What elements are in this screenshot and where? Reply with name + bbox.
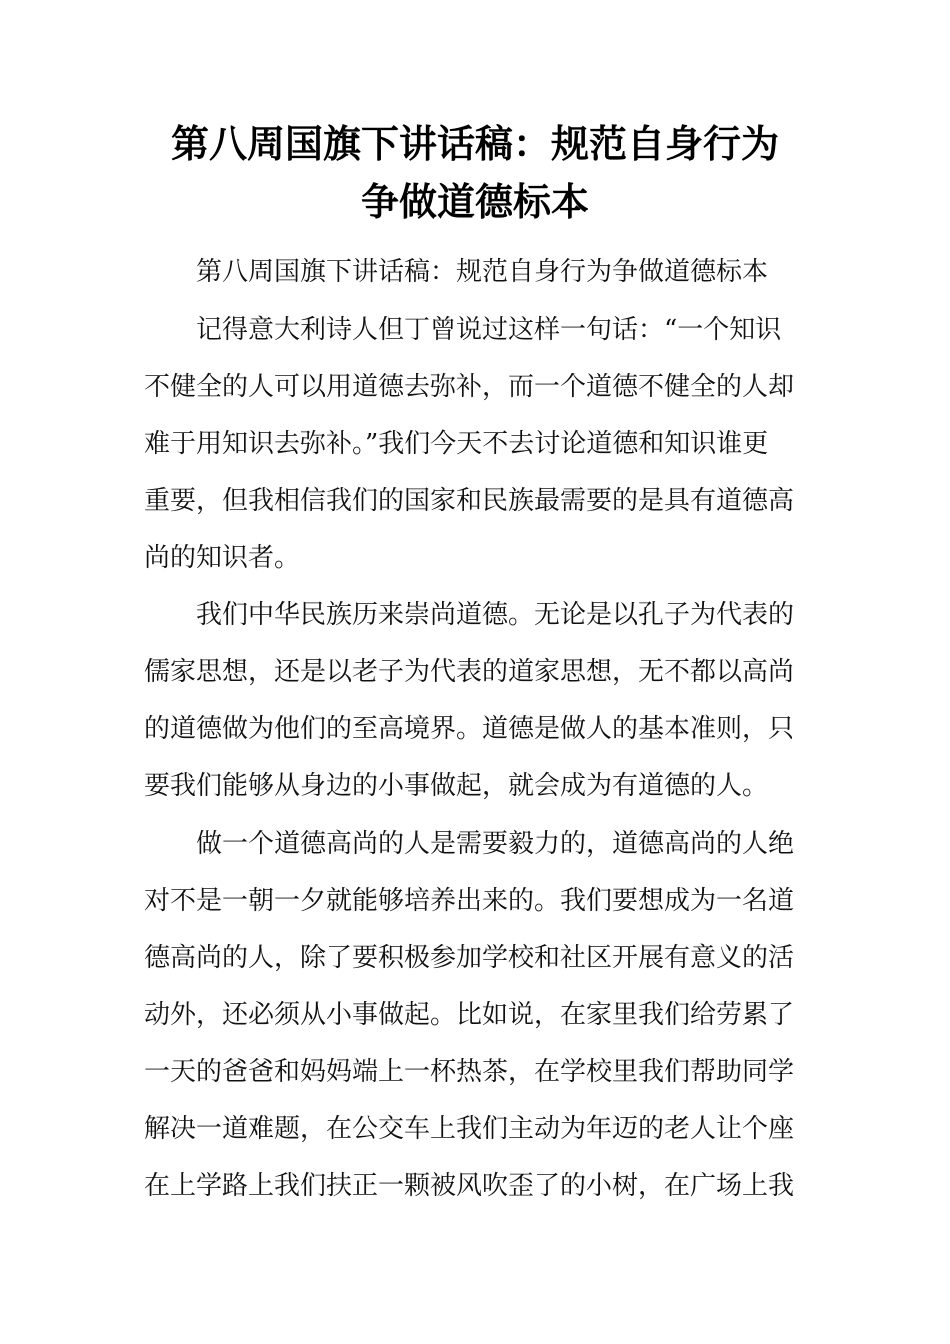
body-line: 重要，但我相信我们的国家和民族最需要的是具有道德高 — [144, 486, 795, 516]
body-line: 动外，还必须从小事做起。比如说，在家里我们给劳累了 — [144, 1000, 795, 1030]
body-line: 的道德做为他们的至高境界。道德是做人的基本准则，只 — [144, 714, 795, 744]
body-line: 做一个道德高尚的人是需要毅力的，道德高尚的人绝 — [196, 829, 795, 859]
body-line: 对不是一朝一夕就能够培养出来的。我们要想成为一名道 — [144, 886, 795, 916]
body-line: 不健全的人可以用道德去弥补，而一个道德不健全的人却 — [144, 372, 795, 402]
body-line: 一天的爸爸和妈妈端上一杯热茶，在学校里我们帮助同学 — [144, 1057, 795, 1087]
document-title-line-2: 争做道德标本 — [360, 180, 589, 224]
body-line: 我们中华民族历来崇尚道德。无论是以孔子为代表的 — [196, 600, 795, 630]
body-line: 解决一道难题，在公交车上我们主动为年迈的老人让个座 — [144, 1114, 795, 1144]
body-line: 要我们能够从身边的小事做起，就会成为有道德的人。 — [144, 771, 769, 801]
body-line: 记得意大利诗人但丁曾说过这样一句话：“一个知识 — [196, 315, 782, 345]
document-title-line-1: 第八周国旗下讲话稿：规范自身行为 — [170, 122, 779, 166]
body-line: 难于用知识去弥补。”我们今天不去讨论道德和知识谁更 — [144, 429, 769, 459]
body-line: 尚的知识者。 — [144, 543, 301, 573]
subtitle-line: 第八周国旗下讲话稿：规范自身行为争做道德标本 — [196, 257, 769, 287]
body-line: 德高尚的人，除了要积极参加学校和社区开展有意义的活 — [144, 943, 795, 973]
body-line: 在上学路上我们扶正一颗被风吹歪了的小树，在广场上我 — [144, 1171, 795, 1201]
body-line: 儒家思想，还是以老子为代表的道家思想，无不都以高尚 — [144, 657, 795, 687]
